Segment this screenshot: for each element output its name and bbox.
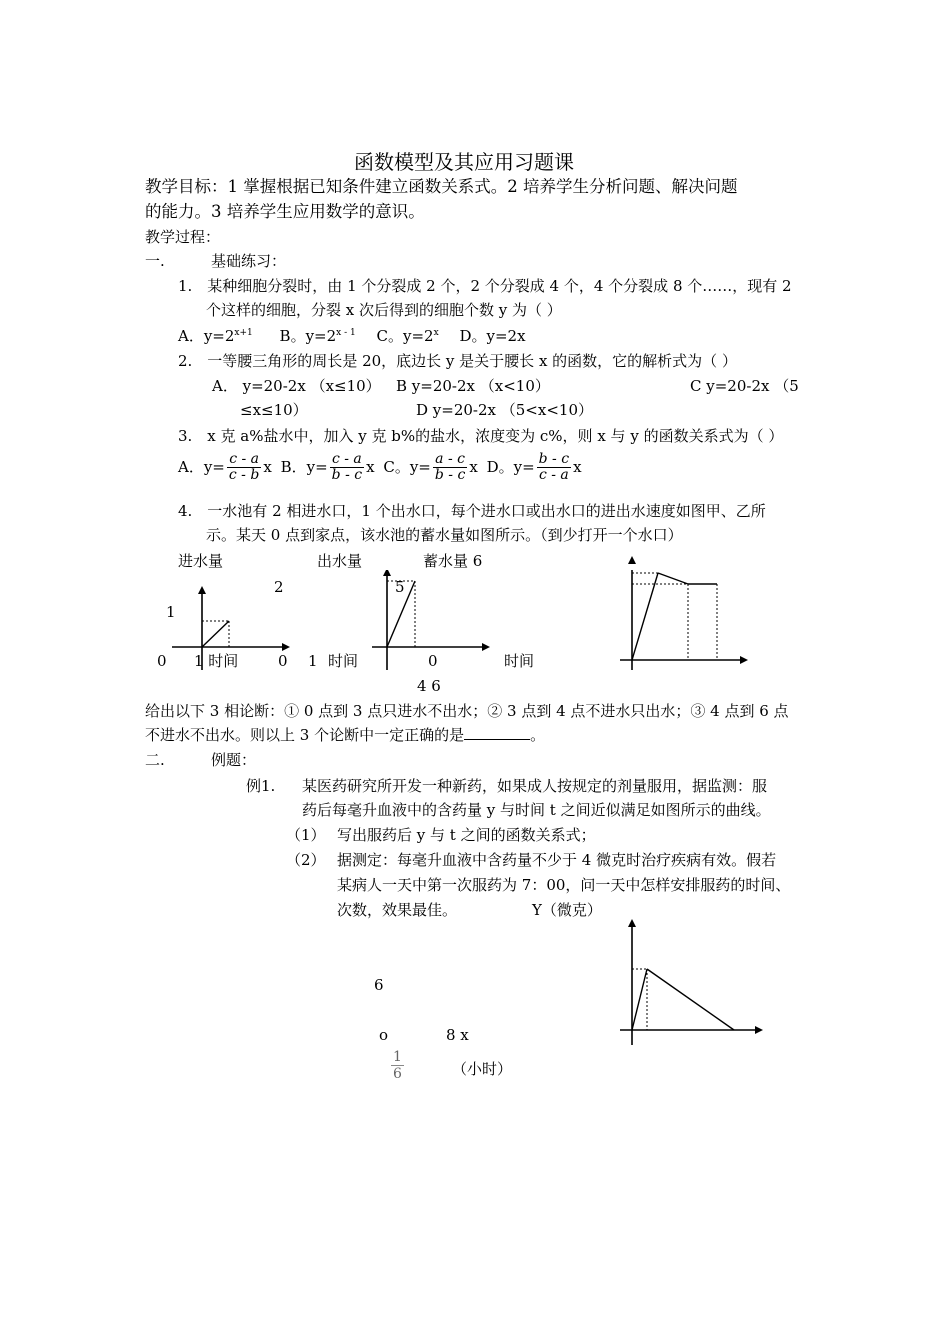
outflow-y-arrow bbox=[383, 570, 391, 576]
storage-segment-1 bbox=[632, 573, 658, 660]
q3-fraction-c: $\frac{a - c}{b - c}$ bbox=[434, 451, 466, 484]
q3-option-c: C。y= bbox=[383, 457, 431, 476]
q2-option-d: D y=20-2x （5<x<10） bbox=[416, 401, 593, 419]
example-1-number: 例1. bbox=[246, 777, 276, 795]
graph-out-value-2: 2 bbox=[274, 578, 284, 596]
example-graph-hours-label: （小时） bbox=[452, 1060, 513, 1078]
q3-option-d: D。y= bbox=[486, 457, 535, 476]
q3-line-1: 3. x 克 a%盐水中，加入 y 克 b%的盐水，浓度变为 c%，则 x 与 y 的函数关系式为（ ） bbox=[178, 427, 784, 445]
objectives-line-1: 教学目标：1 掌握根据已知条件建立函数关系式。2 培养学生分析问题、解决问题 bbox=[145, 177, 738, 196]
graph-storage-origin: 0 bbox=[428, 652, 438, 670]
example-graph bbox=[600, 915, 780, 1050]
q2-option-a: A． y=20-2x （x≤10） bbox=[212, 377, 381, 395]
example-graph-y-label: Y（微克） bbox=[532, 901, 602, 919]
inflow-line bbox=[202, 621, 229, 647]
q4-line-1: 4. 一水池有 2 相进水口，1 个出水口，每个进水口或出水口的进出水速度如图甲、乙所 bbox=[178, 502, 766, 520]
inflow-x-arrow bbox=[282, 643, 290, 651]
q3-fraction-a: $\frac{c - a}{c - b}$ bbox=[228, 451, 260, 484]
q4-line-2: 示。某天 0 点到家点，该水池的蓄水量如图所示。（到少打开一个水口） bbox=[206, 526, 683, 544]
q1-option-d: D。y=2x bbox=[459, 327, 526, 345]
example-1-part-2-line-3: 次数，效果最佳。 bbox=[337, 901, 458, 919]
graph-storage-value-5: 5 bbox=[395, 578, 405, 596]
graph-storage-label: 蓄水量 6 bbox=[423, 552, 483, 570]
objectives-line-2: 的能力。3 培养学生应用数学的意识。 bbox=[145, 202, 425, 221]
graph-in-value-1: 1 bbox=[166, 603, 176, 621]
q1-line-2: 个这样的细胞，分裂 x 次后得到的细胞个数 y 为（ ） bbox=[206, 301, 562, 319]
q1-options bbox=[178, 327, 526, 345]
graph-inflow-label: 进水量 bbox=[178, 552, 224, 570]
graph-out-tick-1: 1 bbox=[308, 652, 318, 670]
q3-options: A．y= $\frac{c - a}{c - b}$ x B．y= $\frac{c - a}{b - c}$ x C。y= $\frac{a - c}{b - c}$ x D。y= $\frac{b - c}{c - a}$ x bbox=[178, 451, 582, 484]
example-1-part-2-line-2: 某病人一天中第一次服药为 7：00，问一天中怎样安排服药的时间、 bbox=[337, 876, 791, 894]
q1-option-a: A．y=2 bbox=[178, 327, 235, 345]
example-graph-value-6: 6 bbox=[374, 976, 384, 994]
q1-option-c-exponent: x bbox=[433, 328, 439, 338]
example-1-part-2-number: （2） bbox=[286, 851, 326, 869]
q2-line-1: 2. 一等腰三角形的周长是 20，底边长 y 是关于腰长 x 的函数，它的解析式为（ ） bbox=[178, 352, 737, 370]
inflow-y-arrow bbox=[198, 586, 206, 594]
section-1-label: 基础练习： bbox=[211, 252, 287, 270]
q2-option-c-cont: ≤x≤10） bbox=[240, 401, 308, 419]
example-decay-line bbox=[647, 969, 734, 1030]
q3-option-b: B．y= bbox=[280, 457, 328, 476]
graph-storage-time-label: 时间 bbox=[504, 652, 535, 670]
example-graph-origin: o bbox=[379, 1026, 389, 1044]
section-2-label: 例题： bbox=[211, 751, 257, 769]
example-1-line-1: 某医药研究所开发一种新药，如果成人按规定的剂量服用，据监测：服 bbox=[302, 777, 768, 795]
example-1-part-2-line-1: 据测定：每毫升血液中含药量不少于 4 微克时治疗疾病有效。假若 bbox=[337, 851, 777, 869]
graph-in-time-label: 1 时间 bbox=[194, 652, 239, 670]
example-x-arrow bbox=[755, 1026, 763, 1034]
example-1-part-1-number: （1） bbox=[286, 826, 326, 844]
example-1-line-2: 药后每毫升血液中的含药量 y 与时间 t 之间近似满足如图所示的曲线。 bbox=[302, 801, 771, 819]
example-y-arrow bbox=[628, 919, 636, 927]
graph-out-origin: 0 bbox=[278, 652, 288, 670]
q2-option-b: B y=20-2x （x<10） bbox=[396, 377, 550, 395]
page-title: 函数模型及其应用习题课 bbox=[354, 150, 574, 174]
outflow-graph bbox=[372, 570, 490, 670]
answer-blank[interactable] bbox=[464, 727, 530, 740]
q4-conclusion-line-1: 给出以下 3 相论断：① 0 点到 3 点只进水不出水；② 3 点到 4 点不进水只出水；③ 4 点到 6 点 bbox=[145, 702, 789, 720]
graph-in-origin: 0 bbox=[157, 652, 167, 670]
storage-y-arrow-svg bbox=[620, 556, 640, 572]
q1-line-1: 1. 某种细胞分裂时，由 1 个分裂成 2 个，2 个分裂成 4 个，4 个分裂成 8 个……，现有 2 bbox=[178, 277, 792, 295]
q1-option-a-exponent: x+1 bbox=[234, 328, 253, 338]
example-graph-fraction: 1 6 bbox=[393, 1049, 402, 1083]
section-2-number: 二. bbox=[145, 751, 165, 769]
graph-storage-ticks: 4 6 bbox=[417, 677, 441, 695]
q2-option-c: C y=20-2x （5 bbox=[690, 377, 799, 395]
q3-option-a: A．y= bbox=[178, 457, 225, 476]
q3-fraction-d: $\frac{b - c}{c - a}$ bbox=[538, 451, 570, 484]
graph-outflow-label: 出水量 bbox=[317, 552, 363, 570]
outflow-line bbox=[387, 581, 415, 647]
q1-option-b: B。y=2 bbox=[279, 327, 337, 345]
storage-segment-2 bbox=[658, 573, 688, 584]
example-1-part-1: 写出服药后 y 与 t 之间的函数关系式； bbox=[337, 826, 596, 844]
storage-y-arrow bbox=[628, 556, 636, 564]
example-graph-x-8: 8 x bbox=[446, 1026, 469, 1044]
example-rise-line bbox=[632, 969, 647, 1030]
inflow-graph bbox=[172, 586, 290, 670]
q1-option-b-exponent: x - 1 bbox=[336, 328, 356, 338]
graph-out-time-label: 时间 bbox=[328, 652, 359, 670]
q4-graphs bbox=[150, 570, 760, 680]
q1-option-c: C。y=2 bbox=[376, 327, 434, 345]
storage-x-arrow bbox=[740, 656, 748, 664]
outflow-x-arrow bbox=[482, 643, 490, 651]
q3-fraction-b: $\frac{c - a}{b - c}$ bbox=[331, 451, 363, 484]
section-1-number: 一. bbox=[145, 252, 165, 270]
storage-graph bbox=[620, 570, 748, 670]
process-label: 教学过程： bbox=[145, 228, 221, 246]
q4-conclusion-line-2: 不进水不出水。则以上 3 个论断中一定正确的是 。 bbox=[145, 726, 546, 744]
